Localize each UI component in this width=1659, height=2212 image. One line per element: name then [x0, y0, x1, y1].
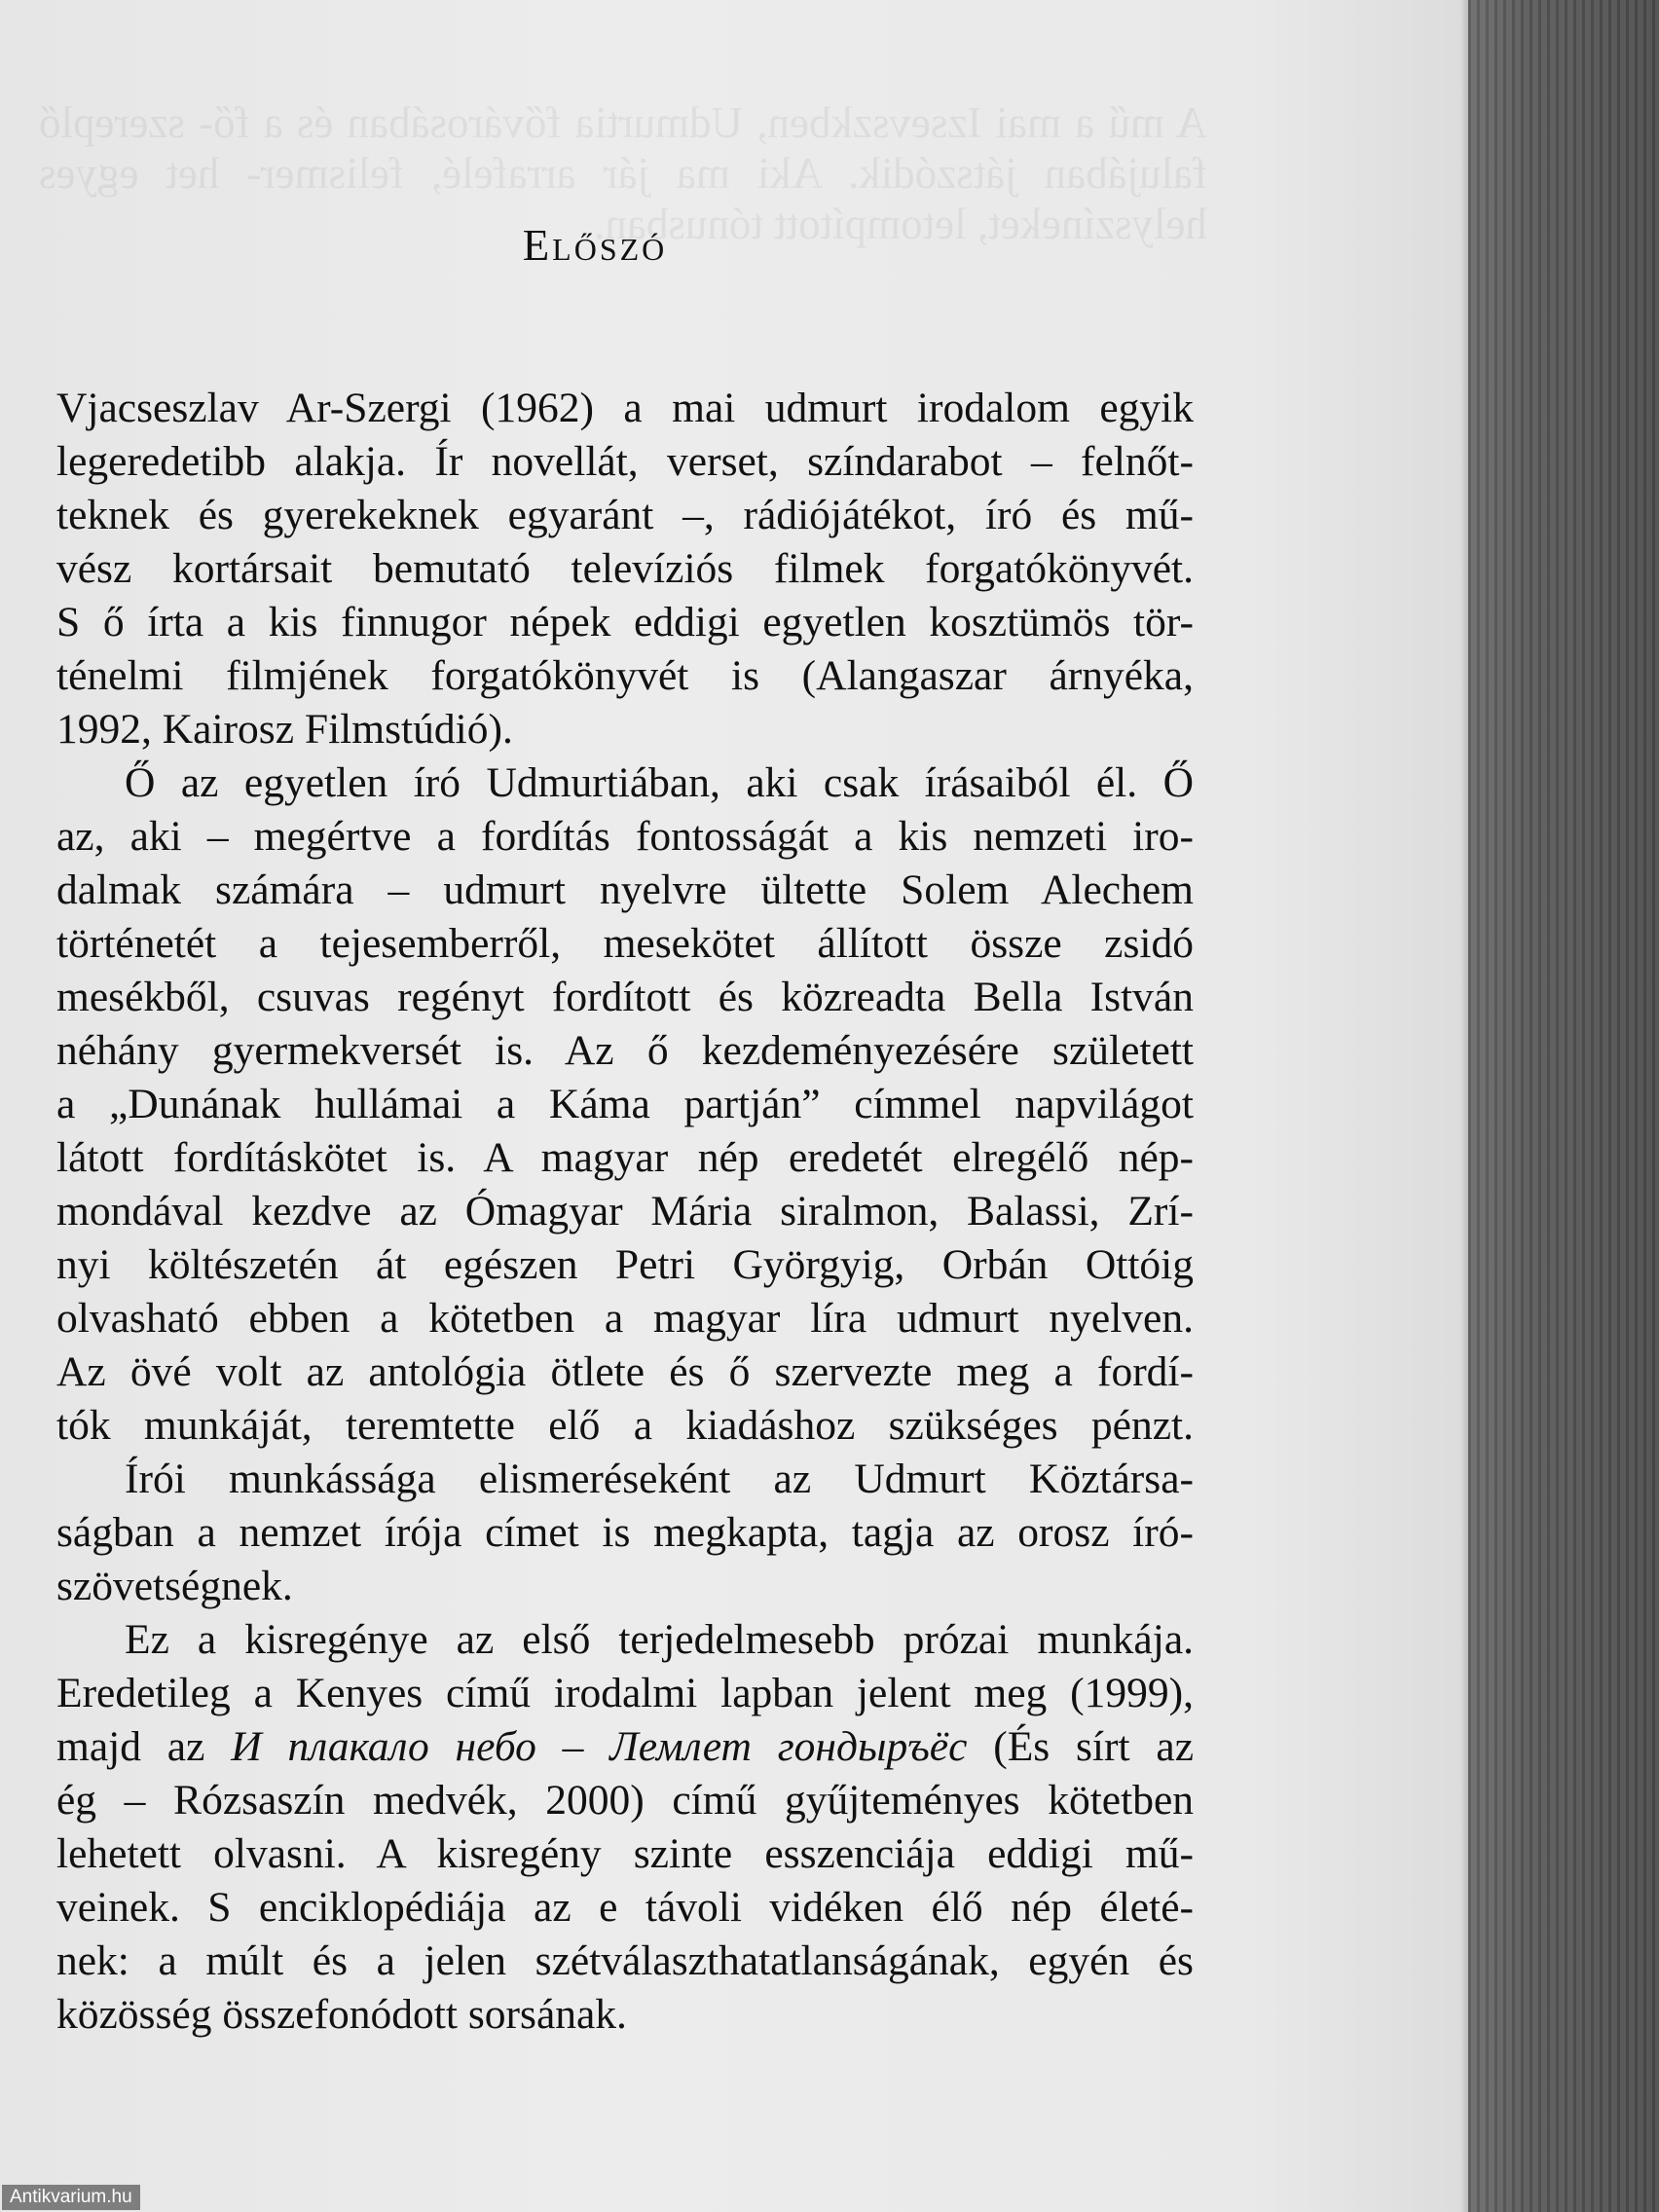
page-title: Előszó	[522, 221, 668, 270]
watermark: Antikvarium.hu	[2, 2185, 140, 2210]
body-text	[56, 382, 1194, 2042]
text-segment: (És sírt az	[967, 1723, 1195, 1770]
text-line: nek: a múlt és a jelen szétválaszthatatlanságának, egyén és	[56, 1937, 1194, 1984]
paragraph-4	[56, 1613, 1194, 2042]
text-line: közösség összefonódott sorsának.	[56, 1991, 627, 2038]
text-line: tók munkáját, teremtette elő a kiadáshoz szükséges pénzt.	[56, 1402, 1194, 1449]
text-line: 1992, Kairosz Filmstúdió).	[56, 706, 513, 753]
book-spine	[1468, 0, 1659, 2212]
text-line-mixed	[56, 1720, 1194, 1774]
text-line: veinek. S enciklopédiája az e távoli vidéken élő nép életé-	[56, 1884, 1194, 1931]
text-line: szövetségnek.	[56, 1563, 293, 1609]
text-line: Vjacseszlav Ar-Szergi (1962) a mai udmurt irodalom egyik	[56, 385, 1194, 431]
text-line: teknek és gyerekeknek egyaránt –, rádiójátékot, író és mű-	[56, 492, 1194, 538]
italic-title: И плакало небо – Лемлет гондыръёс	[231, 1723, 968, 1770]
text-line: vész kortársait bemutató televíziós filmek forgatókönyvét.	[56, 545, 1194, 592]
text-line: Ez a kisregénye az első terjedelmesebb prózai munkája.	[125, 1616, 1194, 1663]
text-line: S ő írta a kis finnugor népek eddigi egyetlen kosztümös tör-	[56, 599, 1194, 645]
text-line: Írói munkássága elismeréseként az Udmurt Köztársa-	[125, 1456, 1194, 1502]
text-line: ég – Rózsaszín medvék, 2000) című gyűjteményes kötetben	[56, 1777, 1194, 1824]
text-line: mesékből, csuvas regényt fordított és közreadta Bella István	[56, 974, 1194, 1020]
paragraph-2	[56, 756, 1194, 1453]
text-line: nyi költészetén át egészen Petri Györgyig, Orbán Ottóig	[56, 1241, 1194, 1288]
text-line: néhány gyermekversét is. Az ő kezdeményezésére született	[56, 1027, 1194, 1074]
text-line: látott fordításkötet is. A magyar nép eredetét elregélő nép-	[56, 1134, 1194, 1181]
text-line: lehetett olvasni. A kisregény szinte esszenciája eddigi mű-	[56, 1830, 1194, 1877]
text-line: dalmak számára – udmurt nyelvre ültette Solem Alechem	[56, 866, 1194, 913]
text-line: történetét a tejesemberről, mesekötet állított össze zsidó	[56, 920, 1194, 967]
text-line: a „Dunának hullámai a Káma partján” címmel napvilágot	[56, 1081, 1194, 1127]
text-line: olvasható ebben a kötetben a magyar líra udmurt nyelven.	[56, 1295, 1194, 1342]
text-line: Az övé volt az antológia ötlete és ő szervezte meg a fordí-	[56, 1348, 1194, 1395]
text-line: Ő az egyetlen író Udmurtiában, aki csak írásaiból él. Ő	[125, 759, 1194, 806]
paragraph-1	[56, 382, 1194, 756]
text-segment: majd az	[56, 1723, 232, 1770]
text-line: ságban a nemzet írója címet is megkapta, tagja az orosz író-	[56, 1509, 1194, 1556]
bleed-through-texture: A mű a mai Izsevszkben, Udmurtia fővárosában és a fő- szereplő falujában játszódik. Aki ma jár arrafelé, felismer- het egyes helyszíneket, letompított tónusban.	[39, 98, 1207, 248]
paragraph-3	[56, 1453, 1194, 1613]
text-line: Eredetileg a Kenyes című irodalmi lapban jelent meg (1999),	[56, 1670, 1194, 1716]
text-line: ténelmi filmjének forgatókönyvét is (Alangaszar árnyéka,	[56, 652, 1194, 699]
text-line: legeredetibb alakja. Ír novellát, verset, színdarabot – felnőt-	[56, 438, 1194, 485]
text-line: mondával kezdve az Ómagyar Mária siralmon, Balassi, Zrí-	[56, 1188, 1194, 1235]
text-line: az, aki – megértve a fordítás fontosságát a kis nemzeti iro-	[56, 813, 1194, 860]
